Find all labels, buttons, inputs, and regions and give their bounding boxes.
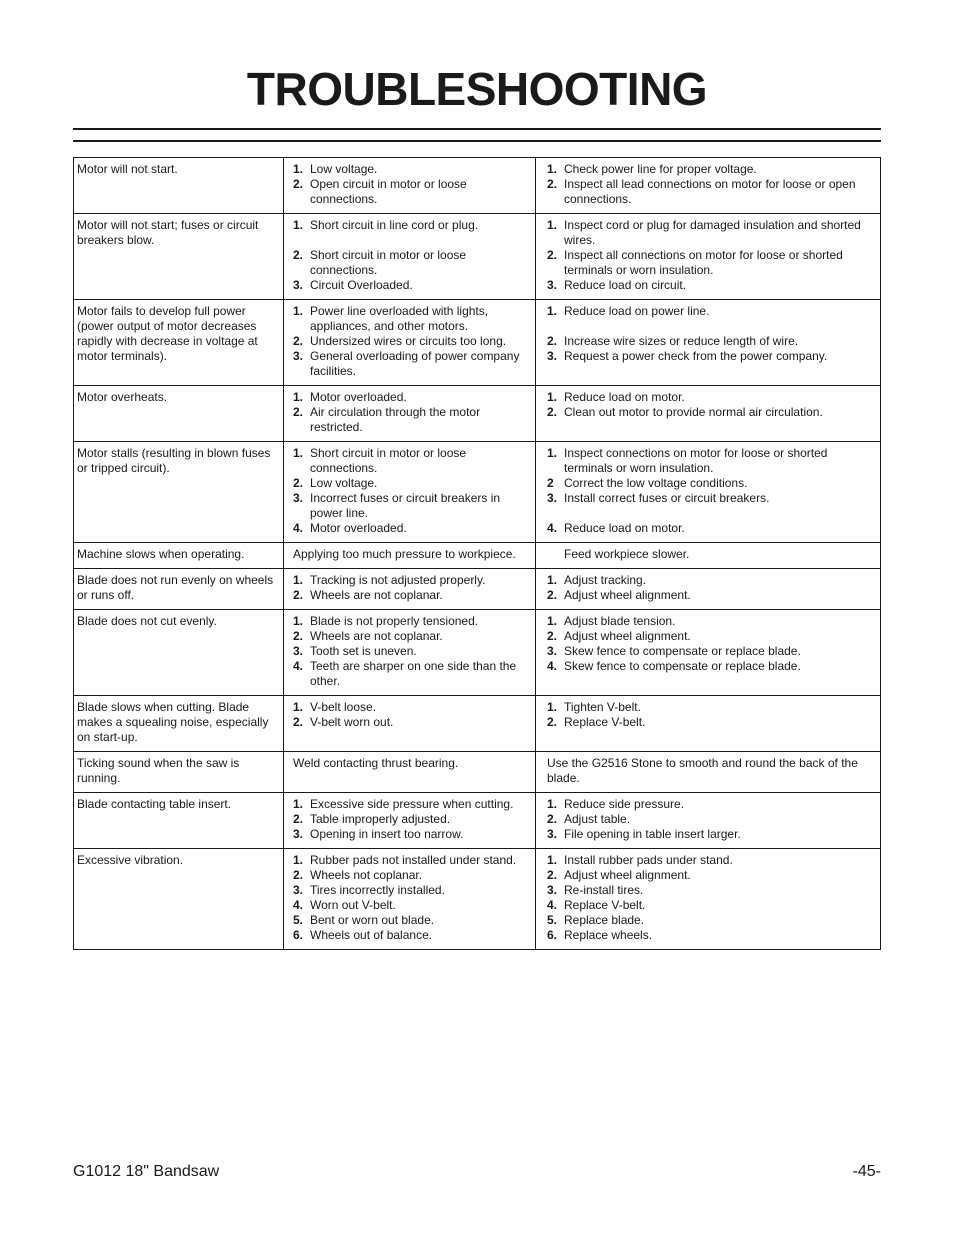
item-number: 1. <box>293 390 304 404</box>
item-text: Short circuit in motor or loose connections. <box>310 446 467 475</box>
solution-cell <box>536 696 881 752</box>
list-item <box>547 162 878 177</box>
list-item <box>547 405 878 420</box>
item-text: Teeth are sharper on one side than the other. <box>310 659 517 688</box>
item-number: 3. <box>293 278 304 292</box>
list-item <box>547 349 878 364</box>
table-row <box>74 543 881 569</box>
item-number: 2. <box>293 405 304 419</box>
item-text: Power line overloaded with lights, appliances, and other motors. <box>310 304 489 333</box>
item-text: Opening in insert too narrow. <box>310 827 464 841</box>
cause-cell <box>284 696 536 752</box>
table-row <box>74 386 881 442</box>
item-number: 1. <box>547 446 558 460</box>
symptom-cell: Machine slows when operating. <box>74 543 284 569</box>
item-text: Motor overloaded. <box>310 521 407 535</box>
solution-cell <box>536 752 881 793</box>
cause-cell <box>284 442 536 543</box>
symptom-cell: Blade contacting table insert. <box>74 793 284 849</box>
plain-text: Applying too much pressure to workpiece. <box>293 547 516 561</box>
item-text: Short circuit in line cord or plug. <box>310 218 479 232</box>
item-text: Increase wire sizes or reduce length of wire. <box>564 334 799 348</box>
footer-page-number: -45- <box>852 1163 881 1180</box>
item-text: Clean out motor to provide normal air circulation. <box>564 405 823 419</box>
cause-cell <box>284 610 536 696</box>
troubleshooting-table <box>73 157 881 950</box>
list-item <box>547 521 878 536</box>
list-item <box>293 476 533 491</box>
item-text: Request a power check from the power company. <box>564 349 828 363</box>
list-item <box>293 588 533 603</box>
item-text: Replace V-belt. <box>564 715 646 729</box>
list-item <box>293 659 533 689</box>
list-item <box>547 928 878 943</box>
item-text: Wheels not coplanar. <box>310 868 423 882</box>
item-number: 4. <box>293 898 304 912</box>
cause-cell <box>284 793 536 849</box>
item-number: 1. <box>293 614 304 628</box>
item-number: 3. <box>293 349 304 363</box>
item-number: 1. <box>293 304 304 318</box>
list-item <box>293 644 533 659</box>
item-number: 2. <box>547 868 558 882</box>
item-number: 1. <box>547 853 558 867</box>
solution-cell <box>536 442 881 543</box>
item-text: Tighten V-belt. <box>564 700 641 714</box>
list-item <box>547 573 878 588</box>
item-text: Replace blade. <box>564 913 645 927</box>
item-number: 3. <box>293 883 304 897</box>
symptom-cell: Blade does not run evenly on wheels or runs off. <box>74 569 284 610</box>
item-number: 3. <box>547 883 558 897</box>
list-item <box>547 304 878 319</box>
item-number: 1. <box>293 700 304 714</box>
symptom-cell: Blade slows when cutting. Blade makes a squealing noise, especially on start-up. <box>74 696 284 752</box>
item-text: Table improperly adjusted. <box>310 812 451 826</box>
list-item <box>293 868 533 883</box>
item-text: Adjust wheel alignment. <box>564 588 691 602</box>
list-item <box>293 853 533 868</box>
item-text: Reduce load on power line. <box>564 304 710 318</box>
solution-cell <box>536 386 881 442</box>
solution-cell <box>536 158 881 214</box>
item-number: 6. <box>293 928 304 942</box>
item-number: 1. <box>547 218 558 232</box>
list-item <box>547 644 878 659</box>
list-item <box>293 827 533 842</box>
list-item <box>293 521 533 536</box>
item-number: 3. <box>293 491 304 505</box>
item-text: Excessive side pressure when cutting. <box>310 797 514 811</box>
item-number: 1. <box>547 700 558 714</box>
list-item <box>547 446 878 476</box>
list-item <box>293 390 533 405</box>
item-text: Inspect all connections on motor for loose or shorted terminals or worn insulation. <box>564 248 843 277</box>
item-number: 4. <box>293 659 304 673</box>
item-text: V-belt loose. <box>310 700 377 714</box>
list-item <box>547 883 878 898</box>
list-item <box>293 349 533 379</box>
item-number: 2. <box>547 248 558 262</box>
plain-text: Use the G2516 Stone to smooth and round the back of the blade. <box>547 756 858 785</box>
symptom-cell: Motor overheats. <box>74 386 284 442</box>
item-text: Tracking is not adjusted properly. <box>310 573 486 587</box>
item-number: 2. <box>293 812 304 826</box>
troubleshooting-table-body <box>74 158 881 950</box>
list-item <box>547 588 878 603</box>
list-item <box>293 162 533 177</box>
cause-cell <box>284 543 536 569</box>
item-number: 1. <box>293 573 304 587</box>
item-number: 2. <box>293 334 304 348</box>
item-text: Install rubber pads under stand. <box>564 853 733 867</box>
item-text: General overloading of power company facilities. <box>310 349 520 378</box>
solution-cell <box>536 543 881 569</box>
item-text: Check power line for proper voltage. <box>564 162 757 176</box>
item-text: Reduce load on circuit. <box>564 278 687 292</box>
item-text: Bent or worn out blade. <box>310 913 435 927</box>
item-number: 3. <box>547 349 558 363</box>
list-item <box>293 334 533 349</box>
solution-cell <box>536 793 881 849</box>
list-item <box>547 476 878 491</box>
symptom-cell: Motor will not start; fuses or circuit breakers blow. <box>74 214 284 300</box>
plain-text: Weld contacting thrust bearing. <box>293 756 459 770</box>
cause-cell <box>284 386 536 442</box>
list-item <box>293 491 533 521</box>
list-item <box>547 898 878 913</box>
list-item <box>547 177 878 207</box>
item-text: Air circulation through the motor restricted. <box>310 405 481 434</box>
item-text: Replace wheels. <box>564 928 653 942</box>
item-number: 1. <box>293 218 304 232</box>
list-item <box>547 812 878 827</box>
list-item <box>547 827 878 842</box>
item-number: 1. <box>547 162 558 176</box>
table-row <box>74 214 881 300</box>
list-item <box>293 446 533 476</box>
symptom-cell: Motor fails to develop full power (power output of motor decreases rapidly with decrease in voltage at motor terminals). <box>74 300 284 386</box>
item-number: 1. <box>293 446 304 460</box>
item-number: 2. <box>547 334 558 348</box>
spacer <box>293 233 533 248</box>
symptom-cell: Motor stalls (resulting in blown fuses or tripped circuit). <box>74 442 284 543</box>
item-number: 1. <box>293 853 304 867</box>
footer-model: G1012 18" Bandsaw <box>73 1163 220 1180</box>
list-item <box>293 898 533 913</box>
symptom-cell: Blade does not cut evenly. <box>74 610 284 696</box>
list-item <box>293 405 533 435</box>
cause-cell <box>284 214 536 300</box>
item-number: 4. <box>547 659 558 673</box>
list-item <box>547 797 878 812</box>
item-number: 3. <box>547 278 558 292</box>
item-number: 4. <box>293 521 304 535</box>
list-item <box>547 853 878 868</box>
list-item <box>547 390 878 405</box>
plain-text: Feed workpiece slower. <box>564 547 690 561</box>
item-text: Replace V-belt. <box>564 898 646 912</box>
item-number: 2. <box>293 629 304 643</box>
item-number: 2. <box>547 588 558 602</box>
item-number: 2. <box>293 476 304 490</box>
item-number: 1. <box>293 797 304 811</box>
item-text: Tooth set is uneven. <box>310 644 417 658</box>
list-item <box>547 715 878 730</box>
item-text: Skew fence to compensate or replace blade. <box>564 659 801 673</box>
spacer <box>547 319 878 334</box>
item-number: 3. <box>293 644 304 658</box>
solution-cell <box>536 569 881 610</box>
table-row <box>74 752 881 793</box>
list-item <box>293 629 533 644</box>
item-text: Blade is not properly tensioned. <box>310 614 479 628</box>
item-text: Low voltage. <box>310 476 378 490</box>
list-item <box>547 614 878 629</box>
table-row <box>74 793 881 849</box>
solution-cell <box>536 849 881 950</box>
item-number: 5. <box>293 913 304 927</box>
list-item <box>293 278 533 293</box>
item-number: 1. <box>547 390 558 404</box>
item-text: Adjust wheel alignment. <box>564 868 691 882</box>
solution-cell <box>536 300 881 386</box>
list-item <box>547 218 878 248</box>
item-text: Inspect cord or plug for damaged insulation and shorted wires. <box>564 218 861 247</box>
item-text: File opening in table insert larger. <box>564 827 741 841</box>
cause-cell <box>284 849 536 950</box>
list-item <box>293 700 533 715</box>
cause-cell <box>284 569 536 610</box>
item-text: Wheels out of balance. <box>310 928 433 942</box>
item-text: Low voltage. <box>310 162 378 176</box>
item-number: 5. <box>547 913 558 927</box>
symptom-cell: Motor will not start. <box>74 158 284 214</box>
list-item <box>547 334 878 349</box>
item-number: 2. <box>547 629 558 643</box>
item-text: Adjust table. <box>564 812 631 826</box>
list-item <box>293 614 533 629</box>
item-text: Install correct fuses or circuit breakers. <box>564 491 770 505</box>
item-number: 1. <box>547 573 558 587</box>
item-number: 2. <box>293 177 304 191</box>
item-text: Worn out V-belt. <box>310 898 396 912</box>
list-item <box>293 812 533 827</box>
table-row <box>74 610 881 696</box>
item-text: Adjust wheel alignment. <box>564 629 691 643</box>
item-text: Reduce side pressure. <box>564 797 685 811</box>
cause-cell <box>284 158 536 214</box>
item-number: 1. <box>547 304 558 318</box>
table-row <box>74 696 881 752</box>
list-item <box>293 248 533 278</box>
item-number: 3. <box>547 644 558 658</box>
list-item <box>293 883 533 898</box>
list-item <box>293 573 533 588</box>
spacer <box>547 506 878 521</box>
item-text: Open circuit in motor or loose connections. <box>310 177 467 206</box>
item-text: Wheels are not coplanar. <box>310 588 443 602</box>
table-row <box>74 569 881 610</box>
item-text: Adjust tracking. <box>564 573 647 587</box>
page-title: TROUBLESHOOTING <box>246 63 708 115</box>
list-item <box>547 248 878 278</box>
list-item <box>293 715 533 730</box>
item-text: Re-install tires. <box>564 883 644 897</box>
list-item <box>547 913 878 928</box>
item-text: Skew fence to compensate or replace blade. <box>564 644 801 658</box>
item-text: Tires incorrectly installed. <box>310 883 445 897</box>
item-number: 2. <box>293 588 304 602</box>
item-number: 6. <box>547 928 558 942</box>
symptom-cell: Ticking sound when the saw is running. <box>74 752 284 793</box>
item-number: 1. <box>547 797 558 811</box>
item-number: 2. <box>293 715 304 729</box>
table-row <box>74 849 881 950</box>
item-text: Correct the low voltage conditions. <box>564 476 748 490</box>
item-text: Undersized wires or circuits too long. <box>310 334 507 348</box>
list-item <box>547 278 878 293</box>
item-text: Wheels are not coplanar. <box>310 629 443 643</box>
list-item <box>293 218 533 233</box>
item-text: Adjust blade tension. <box>564 614 676 628</box>
item-number: 1. <box>547 614 558 628</box>
item-text: Motor overloaded. <box>310 390 407 404</box>
item-text: Inspect all lead connections on motor for loose or open connections. <box>564 177 856 206</box>
list-item <box>547 629 878 644</box>
item-number: 2. <box>547 812 558 826</box>
item-text: Rubber pads not installed under stand. <box>310 853 517 867</box>
header-rule-bottom <box>73 140 881 142</box>
list-item <box>293 928 533 943</box>
list-item <box>293 797 533 812</box>
item-text: Reduce load on motor. <box>564 521 685 535</box>
item-number: 3. <box>293 827 304 841</box>
item-text: Reduce load on motor. <box>564 390 685 404</box>
cause-cell <box>284 752 536 793</box>
item-number: 1. <box>293 162 304 176</box>
item-text: V-belt worn out. <box>310 715 394 729</box>
list-item <box>547 491 878 506</box>
table-row <box>74 158 881 214</box>
cause-cell <box>284 300 536 386</box>
item-number: 2. <box>547 177 558 191</box>
list-item <box>293 913 533 928</box>
item-number: 4. <box>547 521 558 535</box>
item-number: 2. <box>293 868 304 882</box>
solution-cell <box>536 214 881 300</box>
solution-cell <box>536 610 881 696</box>
item-number: 4. <box>547 898 558 912</box>
item-number: 2. <box>547 715 558 729</box>
item-text: Short circuit in motor or loose connections. <box>310 248 467 277</box>
item-number: 2. <box>293 248 304 262</box>
header-rule-top <box>73 128 881 130</box>
item-text: Inspect connections on motor for loose or shorted terminals or worn insulation. <box>564 446 828 475</box>
symptom-cell: Excessive vibration. <box>74 849 284 950</box>
table-row <box>74 442 881 543</box>
item-number: 2 <box>547 476 554 490</box>
list-item <box>547 700 878 715</box>
item-number: 2. <box>547 405 558 419</box>
item-text: Circuit Overloaded. <box>310 278 413 292</box>
item-text: Incorrect fuses or circuit breakers in power line. <box>310 491 501 520</box>
list-item <box>293 304 533 334</box>
list-item <box>293 177 533 207</box>
list-item <box>547 659 878 674</box>
table-row <box>74 300 881 386</box>
list-item <box>547 868 878 883</box>
item-number: 3. <box>547 827 558 841</box>
item-number: 3. <box>547 491 558 505</box>
